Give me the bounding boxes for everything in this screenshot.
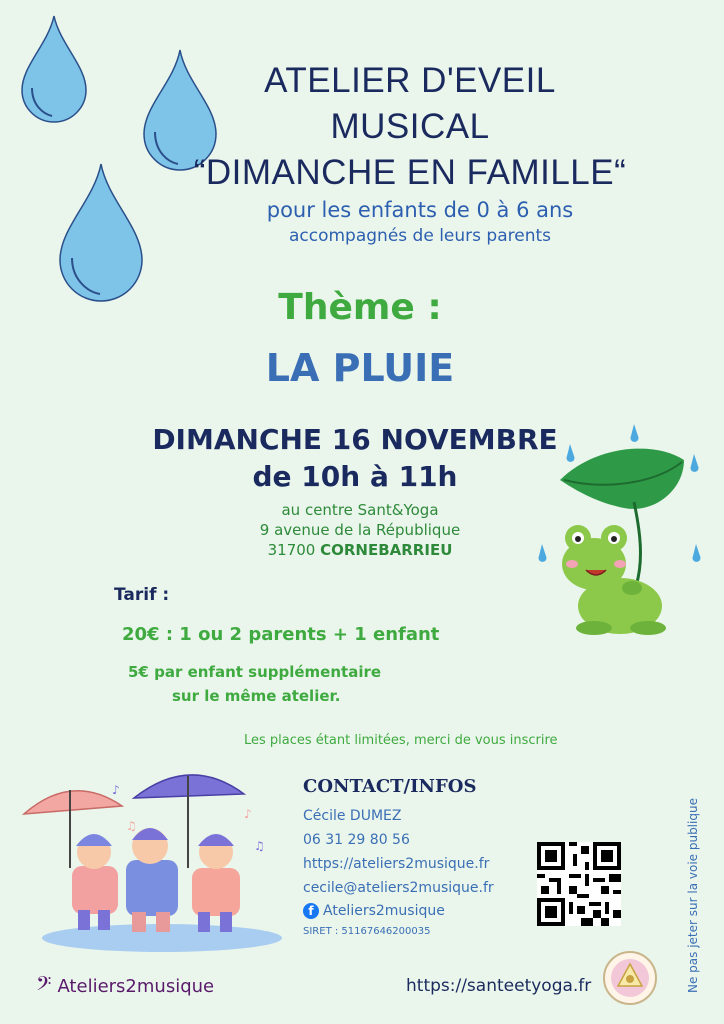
title-line: ATELIER D'EVEIL (264, 61, 556, 100)
price-main: 20€ : 1 ou 2 parents + 1 enfant (122, 624, 440, 645)
venue-name: au centre Sant&Yoga (281, 501, 439, 519)
venue-address (150, 500, 570, 560)
bass-clef-icon: 𝄢 (36, 972, 52, 1000)
registration-notice: Les places étant limitées, merci de vous inscrire (244, 733, 558, 748)
contact-website[interactable]: https://ateliers2musique.fr (303, 856, 490, 872)
vertical-disclaimer (682, 785, 706, 995)
contact-title: CONTACT/INFOS (303, 776, 477, 797)
raindrop-icon (58, 162, 144, 304)
venue-postcode: 31700 (267, 541, 316, 559)
subtitle-parents: accompagnés de leurs parents (288, 226, 551, 246)
svg-text:♪: ♪ (244, 807, 252, 821)
venue-street: 9 avenue de la République (259, 521, 461, 539)
frog-illustration (524, 410, 714, 646)
price-extra-line: sur le même atelier. (172, 687, 341, 705)
footer-website[interactable]: https://santeetyoga.fr (406, 976, 592, 996)
theme-label: Thème : (278, 287, 442, 328)
raindrop-icon (20, 14, 88, 126)
venue-city (150, 540, 570, 560)
venue-city-name: CORNEBARRIEU (320, 541, 453, 559)
svg-text:♪: ♪ (112, 783, 120, 797)
brand-label: Ateliers2musique (57, 975, 215, 997)
price-extra (128, 660, 428, 708)
contact-name: Cécile DUMEZ (303, 808, 402, 824)
contact-email[interactable]: cecile@ateliers2musique.fr (303, 880, 494, 896)
theme-value: LA PLUIE (265, 346, 455, 390)
event-hours: de 10h à 11h (252, 460, 458, 493)
subtitle-age: pour les enfants de 0 à 6 ans (266, 198, 574, 222)
svg-text:♫: ♫ (126, 819, 137, 833)
svg-text:♫: ♫ (254, 839, 265, 853)
qr-code[interactable] (537, 842, 621, 926)
facebook-icon: f (303, 903, 319, 919)
page-title (160, 58, 660, 196)
brand-ateliers2musique (36, 972, 214, 1000)
children-umbrellas-illustration (22, 758, 290, 958)
contact-facebook[interactable] (303, 903, 445, 919)
vertical-disclaimer-text: Ne pas jeter sur la voie publique (686, 798, 700, 993)
title-line: MUSICAL (330, 107, 490, 146)
santeetyoga-logo (602, 950, 658, 1006)
title-line: “DIMANCHE EN FAMILLE“ (193, 153, 627, 192)
siret-number: SIRET : 51167646200035 (303, 926, 431, 937)
event-date: DIMANCHE 16 NOVEMBRE (152, 423, 558, 456)
facebook-label: Ateliers2musique (323, 903, 445, 919)
contact-phone[interactable]: 06 31 29 80 56 (303, 832, 410, 848)
price-extra-line: 5€ par enfant supplémentaire (128, 663, 382, 681)
pricing-label: Tarif : (114, 585, 170, 605)
